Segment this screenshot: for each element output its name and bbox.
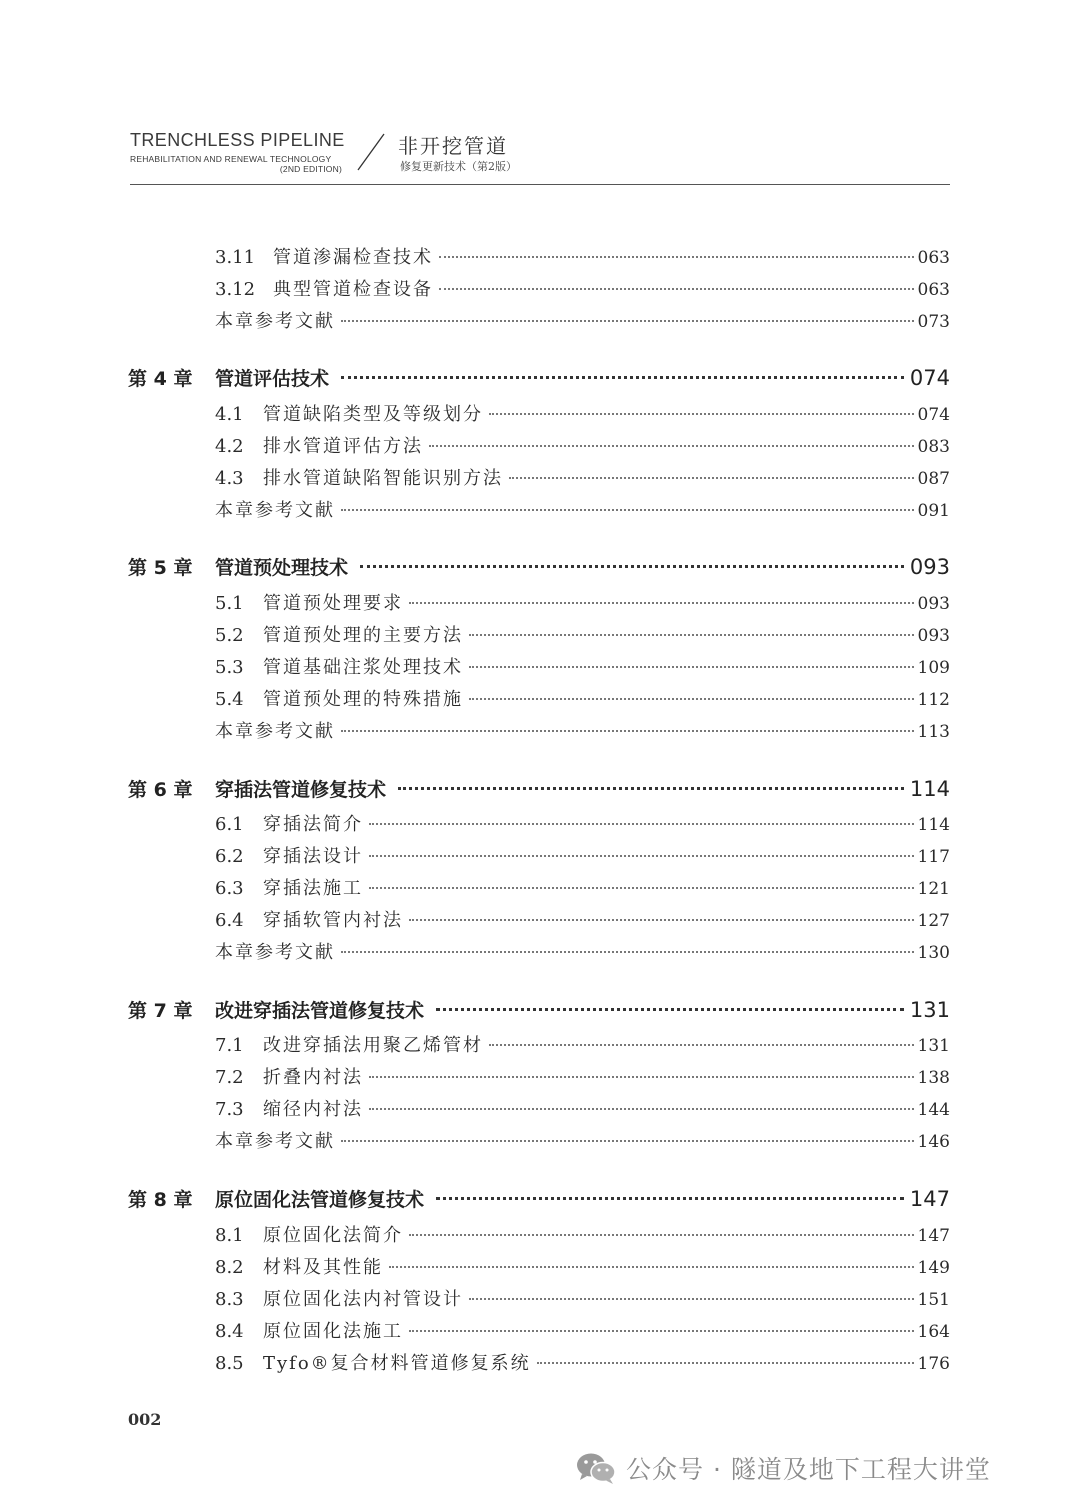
section-number: 4.3: [215, 468, 244, 489]
page-number: 151: [917, 1290, 950, 1310]
dot-leader: [409, 1234, 914, 1236]
chapter-label: 第 8 章: [128, 1189, 193, 1211]
dot-leader: [429, 445, 914, 447]
section-number: 7.1: [215, 1035, 244, 1056]
page-number: 063: [917, 280, 950, 300]
dot-leader: [509, 477, 914, 479]
page-number: 083: [917, 437, 950, 457]
running-header: [130, 128, 950, 186]
page-number: 147: [909, 1187, 950, 1211]
page-number: 074: [917, 405, 950, 425]
dot-leader: [369, 1108, 914, 1110]
wechat-icon: [574, 1450, 618, 1486]
dot-leader: [439, 288, 914, 290]
section-title: 穿插法简介: [263, 814, 363, 835]
header-rule: [130, 184, 950, 185]
chapter-label: 第 7 章: [128, 1000, 193, 1022]
toc-section-7-3[interactable]: [215, 1095, 950, 1125]
page-number: 176: [917, 1354, 950, 1374]
section-title: 原位固化法简介: [263, 1225, 403, 1246]
dot-leader: [409, 1330, 914, 1332]
toc-section-6-3[interactable]: [215, 874, 950, 904]
toc-section-6-1[interactable]: [215, 810, 950, 840]
dot-leader: [389, 1266, 914, 1268]
dot-leader: [436, 1197, 904, 1200]
page-number: 113: [917, 722, 950, 742]
book-subtitle-english: [130, 154, 342, 174]
page-number: 130: [917, 943, 950, 963]
page-number: 121: [917, 879, 950, 899]
toc-section-4-3[interactable]: [215, 464, 950, 494]
section-title: 管道渗漏检查技术: [273, 247, 433, 268]
section-number: 6.2: [215, 846, 244, 867]
page-number: 127: [917, 911, 950, 931]
section-title: 穿插法施工: [263, 878, 363, 899]
section-number: 5.2: [215, 625, 244, 646]
page-number: 074: [909, 366, 950, 390]
toc-section-3-11[interactable]: [215, 243, 950, 273]
toc-section-4-1[interactable]: [215, 400, 950, 430]
toc-section-5-3[interactable]: [215, 653, 950, 683]
page-number: 114: [909, 777, 950, 801]
page-number: 093: [917, 626, 950, 646]
section-number: 8.4: [215, 1321, 244, 1342]
dot-leader: [469, 666, 914, 668]
dot-leader: [469, 698, 914, 700]
dot-leader: [489, 413, 914, 415]
chapter-label: 第 5 章: [128, 557, 193, 579]
section-number: 3.12: [215, 279, 256, 300]
toc-section-8-5[interactable]: [215, 1349, 950, 1379]
section-number: 8.5: [215, 1353, 244, 1374]
section-number: 6.4: [215, 910, 244, 931]
section-title: Tyfo®复合材料管道修复系统: [263, 1353, 531, 1374]
page-number: 114: [917, 815, 950, 835]
references-title: 本章参考文献: [215, 1131, 335, 1152]
section-number: 6.3: [215, 878, 244, 899]
dot-leader: [341, 951, 914, 953]
toc-chapter-6[interactable]: [128, 775, 950, 807]
chapter-title: 穿插法管道修复技术: [215, 779, 387, 801]
page-number: 138: [917, 1068, 950, 1088]
toc-references-5[interactable]: [215, 717, 950, 747]
toc-section-4-2[interactable]: [215, 432, 950, 462]
dot-leader: [369, 855, 914, 857]
page-number: 063: [917, 248, 950, 268]
section-title: 穿插法设计: [263, 846, 363, 867]
page-number: 093: [909, 555, 950, 579]
page-number: 091: [917, 501, 950, 521]
folio-page-number: 002: [128, 1410, 162, 1429]
subtitle-english-line: REHABILITATION AND RENEWAL TECHNOLOGY: [130, 154, 332, 164]
dot-leader: [341, 730, 914, 732]
chapter-title: 原位固化法管道修复技术: [215, 1189, 425, 1211]
dot-leader: [369, 1076, 914, 1078]
toc-section-5-1[interactable]: [215, 589, 950, 619]
section-number: 4.2: [215, 436, 244, 457]
book-subtitle-chinese: 修复更新技术（第2版）: [400, 160, 517, 173]
page-number: 144: [917, 1100, 950, 1120]
toc-section-7-1[interactable]: [215, 1031, 950, 1061]
references-title: 本章参考文献: [215, 942, 335, 963]
section-number: 8.1: [215, 1225, 244, 1246]
dot-leader: [469, 634, 914, 636]
section-title: 折叠内衬法: [263, 1067, 363, 1088]
section-title: 管道预处理要求: [263, 593, 403, 614]
chapter-title: 管道评估技术: [215, 368, 330, 390]
toc-section-7-2[interactable]: [215, 1063, 950, 1093]
section-number: 8.3: [215, 1289, 244, 1310]
toc-chapter-5[interactable]: [128, 553, 950, 585]
section-number: 8.2: [215, 1257, 244, 1278]
section-title: 管道预处理的主要方法: [263, 625, 463, 646]
toc-section-8-2[interactable]: [215, 1253, 950, 1283]
dot-leader: [439, 256, 914, 258]
page-number: 147: [917, 1226, 950, 1246]
dot-leader: [409, 602, 914, 604]
page-number: 117: [917, 847, 950, 867]
section-title: 改进穿插法用聚乙烯管材: [263, 1035, 483, 1056]
dot-leader: [341, 509, 914, 511]
page-number: 131: [909, 998, 950, 1022]
toc-section-5-2[interactable]: [215, 621, 950, 651]
dot-leader: [409, 919, 914, 921]
dot-leader: [369, 887, 914, 889]
dot-leader: [341, 320, 914, 322]
toc-section-6-4[interactable]: [215, 906, 950, 936]
page-number: 164: [917, 1322, 950, 1342]
page-number: 073: [917, 312, 950, 332]
page-number: 149: [917, 1258, 950, 1278]
section-title: 缩径内衬法: [263, 1099, 363, 1120]
page-number: 112: [917, 690, 950, 710]
references-title: 本章参考文献: [215, 721, 335, 742]
toc-references-6[interactable]: [215, 938, 950, 968]
section-number: 5.1: [215, 593, 244, 614]
toc-section-5-4[interactable]: [215, 685, 950, 715]
section-title: 排水管道评估方法: [263, 436, 423, 457]
section-title: 管道基础注浆处理技术: [263, 657, 463, 678]
section-number: 5.4: [215, 689, 244, 710]
dot-leader: [360, 565, 904, 568]
page-number: 109: [917, 658, 950, 678]
section-title: 穿插软管内衬法: [263, 910, 403, 931]
page-number: 093: [917, 594, 950, 614]
references-title: 本章参考文献: [215, 500, 335, 521]
section-number: 4.1: [215, 404, 244, 425]
section-title: 原位固化法内衬管设计: [263, 1289, 463, 1310]
section-title: 原位固化法施工: [263, 1321, 403, 1342]
toc-chapter-7[interactable]: [128, 996, 950, 1028]
section-title: 典型管道检查设备: [273, 279, 433, 300]
toc-section-8-1[interactable]: [215, 1221, 950, 1251]
toc-references-4[interactable]: [215, 496, 950, 526]
slash-divider-icon: [354, 132, 390, 172]
dot-leader: [398, 787, 904, 790]
toc-section-8-3[interactable]: [215, 1285, 950, 1315]
book-title-english: TRENCHLESS PIPELINE: [130, 130, 345, 150]
section-title: 排水管道缺陷智能识别方法: [263, 468, 503, 489]
wechat-watermark: [574, 1448, 991, 1488]
dot-leader: [537, 1362, 914, 1364]
toc-chapter-8[interactable]: [128, 1185, 950, 1217]
book-title-chinese: 非开挖管道: [398, 134, 508, 158]
edition-english: (2ND EDITION): [279, 164, 342, 174]
section-number: 5.3: [215, 657, 244, 678]
section-number: 7.3: [215, 1099, 244, 1120]
toc-chapter-4[interactable]: [128, 364, 950, 396]
toc-references-7[interactable]: [215, 1127, 950, 1157]
page-number: 131: [917, 1036, 950, 1056]
dot-leader: [369, 823, 914, 825]
chapter-label: 第 6 章: [128, 779, 193, 801]
section-title: 管道缺陷类型及等级划分: [263, 404, 483, 425]
chapter-title: 管道预处理技术: [215, 557, 349, 579]
page-number: 146: [917, 1132, 950, 1152]
dot-leader: [341, 376, 904, 379]
toc-section-3-12[interactable]: [215, 275, 950, 305]
chapter-label: 第 4 章: [128, 368, 193, 390]
dot-leader: [436, 1008, 904, 1011]
page-number: 087: [917, 469, 950, 489]
section-number: 6.1: [215, 814, 244, 835]
chapter-title: 改进穿插法管道修复技术: [215, 1000, 425, 1022]
section-number: 3.11: [215, 247, 256, 268]
toc-references-3[interactable]: [215, 307, 950, 337]
dot-leader: [489, 1044, 914, 1046]
dot-leader: [341, 1140, 914, 1142]
toc-section-8-4[interactable]: [215, 1317, 950, 1347]
watermark-text: 公众号 · 隧道及地下工程大讲堂: [626, 1455, 991, 1484]
dot-leader: [469, 1298, 914, 1300]
section-title: 管道预处理的特殊措施: [263, 689, 463, 710]
references-title: 本章参考文献: [215, 311, 335, 332]
section-title: 材料及其性能: [263, 1257, 383, 1278]
toc-section-6-2[interactable]: [215, 842, 950, 872]
section-number: 7.2: [215, 1067, 244, 1088]
